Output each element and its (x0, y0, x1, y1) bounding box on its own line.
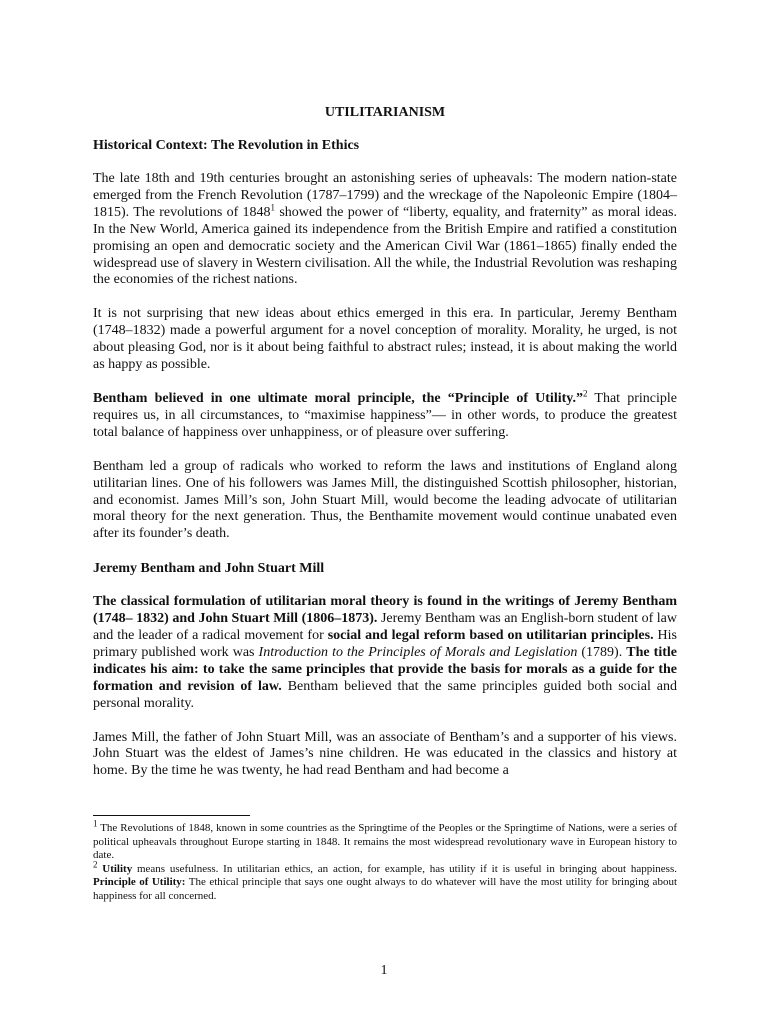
paragraph-james-mill: James Mill, the father of John Stuart Mill, was an associate of Bentham’s and a supporter of his views. John Stuart was the eldest of James’s nine children. He was educated in the classics and history at home. By the time he was twenty, he had read Bentham and had become a (93, 729, 677, 779)
paragraph-classical-formulation: The classical formulation of utilitarian moral theory is found in the writings of Jeremy Bentham (1748– 1832) and John Stuart Mill (1806–1873). Jeremy Bentham was an English-born student of law and the leader of a radical movement for social and legal reform based on utilitarian principles. His primary published work was Introduction to the Principles of Morals and Legislation (1789). The title indicates his aim: to take the same principles that provide the basis for morals as a guide for the formation and revision of law. Bentham believed that the same principles guided both social and personal morality. (93, 594, 678, 711)
footnote-1: $^1$ The Revolutions of 1848, known in some countries as the Springtime of the Peoples or the Springtime of Nations, were a series of political upheavals throughout Europe starting in 1848. It remains the most widespread revolutionary wave in European history to date. (93, 818, 677, 862)
paragraph-upheavals: The late 18th and 19th centuries brought an astonishing series of upheavals: The modern nation-state emerged from the French Revolution (1787–1799) and the wreckage of the Napoleonic Empire (1804–1815). The revolutions of 1848$^1$ showed the power of “liberty, equality, and fraternity” as moral ideas. In the New World, America gained its independence from the British Empire and ratified a constitution promising an open and democratic society and the American Civil War (1861–1865) finally ended the widespread use of slavery in Western civilisation. All the while, the Industrial Revolution was reshaping the economies of the richest nations. (93, 171, 677, 288)
section-heading-bentham-mill: Jeremy Bentham and John Stuart Mill (93, 561, 325, 577)
paragraph-radicals: Bentham led a group of radicals who worked to reform the laws and institutions of England along utilitarian lines. One of his followers was James Mill, the distinguished Scottish philosopher, historian, and economist. James Mill’s son, John Stuart Mill, would become the leading advocate of utilitarian moral theory for the next generation. Thus, the Benthamite movement would continue unabated even after its founder’s death. (93, 458, 677, 542)
footnote-ref-2[interactable]: 2 (583, 388, 588, 399)
footnotes (93, 818, 677, 904)
section-heading-historical-context: Historical Context: The Revolution in Ethics (93, 138, 360, 153)
footnote-ref-1[interactable]: 1 (270, 202, 276, 213)
footnote-2: $^2$ Utility means usefulness. In utilitarian ethics, an action, for example, has utility if it is useful in bringing about happiness. Principle of Utility: The ethical principle that says one ought always to do whatever will have the most utility for bringing about happiness for all concerned. (93, 859, 677, 902)
paragraph-new-ideas: It is not surprising that new ideas about ethics emerged in this era. In particular, Jeremy Bentham (1748–1832) made a powerful argument for a novel conception of morality. Morality, he urged, is not about pleasing God, nor is it about being faithful to abstract rules; instead, it is about making the world as happy as possible. (93, 306, 677, 373)
footnote-divider (93, 815, 250, 816)
main-text (93, 103, 677, 797)
page-title: UTILITARIANISM (324, 105, 446, 120)
page-number: 1 (380, 963, 388, 978)
paragraph-principle-of-utility: Bentham believed in one ultimate moral principle, the “Principle of Utility.”$^2$ That principle requires us, in all circumstances, to “maximise happiness”— in other words, to produce the greatest total balance of happiness over unhappiness, or of pleasure over suffering. (93, 388, 677, 440)
